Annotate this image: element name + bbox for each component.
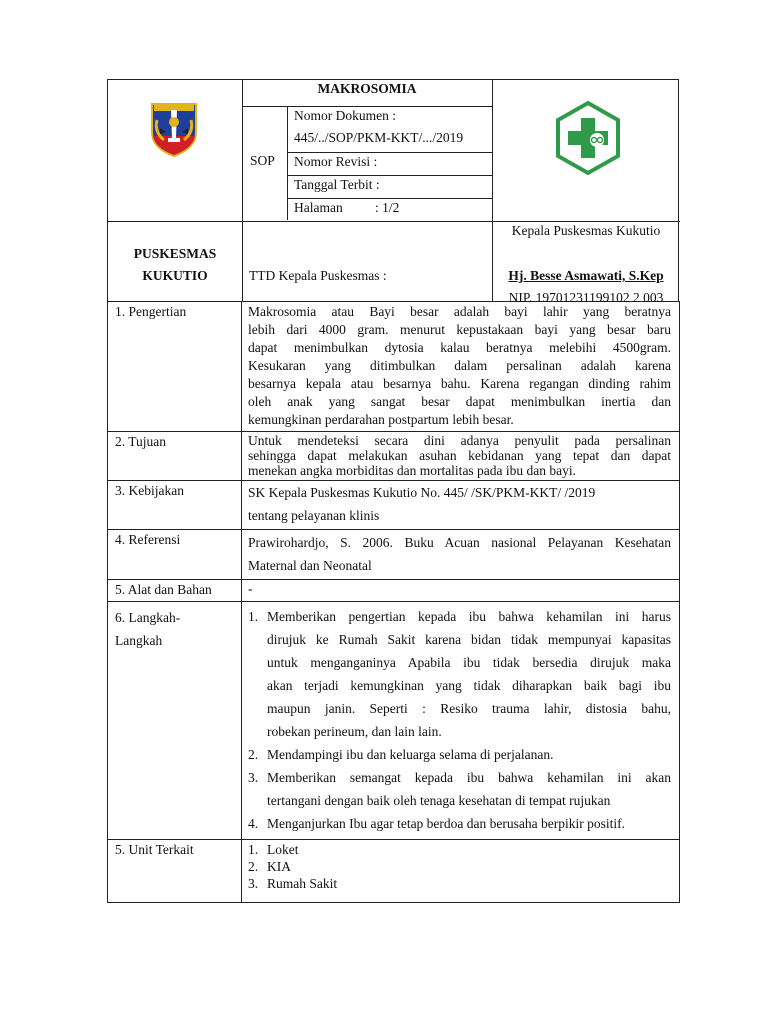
step-item — [248, 605, 671, 628]
step-number: 3. — [248, 770, 259, 785]
pengertian-content — [242, 302, 680, 432]
unit-item — [248, 858, 671, 875]
revision-label: Nomor Revisi : — [294, 154, 378, 169]
pengertian-line: oleh anak yang sangat besar dapat menimbulkan inertia dan — [248, 394, 671, 409]
row-kebijakan — [108, 481, 680, 530]
step-text: Memberikan semangat kepada ibu bahwa kehamilan ini akan — [267, 770, 671, 785]
unit-number: 1. — [248, 842, 259, 857]
unit-text: Rumah Sakit — [267, 876, 338, 891]
head-title: Kepala Puskesmas Kukutio — [511, 223, 661, 238]
unit-content — [242, 840, 680, 903]
kebijakan-line: SK Kepala Puskesmas Kukutio No. 445/ /SK/PKM-KKT/ /2019 — [248, 485, 596, 500]
unit-text: KIA — [267, 859, 291, 874]
sop-body-table — [107, 301, 680, 903]
step-text: Mendampingi ibu dan keluarga selama di perjalanan. — [267, 747, 554, 762]
alat-value: - — [242, 580, 680, 602]
puskesmas-logo — [550, 100, 626, 180]
pengertian-line: kemungkinan perdarahan postpartum lebih besar. — [248, 412, 514, 427]
step-line: dirujuk ke Rumah Sakit karena bidan tidak mempunyai kapasitas — [267, 632, 671, 647]
row-unit-terkait — [108, 840, 680, 903]
referensi-content — [242, 530, 680, 580]
step-text: Memberikan pengertian kepada ibu bahwa kehamilan ini harus — [267, 609, 671, 624]
pengertian-label: 1. Pengertian — [108, 302, 242, 432]
step-number: 4. — [248, 816, 259, 831]
langkah-label-line: Langkah — [115, 633, 163, 648]
langkah-content — [242, 602, 680, 840]
kebijakan-content — [242, 481, 680, 530]
pengertian-line: Kesukaran yang ditimbulkan dalam persalinan adalah karena — [248, 358, 671, 373]
step-line: maupun janin. Seperti : Resiko trauma lahir, distosia bahu, — [267, 701, 671, 716]
issued-date-label: Tanggal Terbit : — [294, 177, 380, 192]
pengertian-line: besarnya kepala atau besarnya bahu. Karena regangan dinding rahim — [248, 376, 671, 391]
page-label: Halaman — [294, 200, 343, 215]
row-tujuan — [108, 432, 680, 481]
signature-label: TTD Kepala Puskesmas : — [249, 268, 387, 283]
unit-number: 2. — [248, 859, 259, 874]
step-line: robekan perineum, dan lain lain. — [267, 724, 442, 739]
step-line: tertangani dengan baik oleh tenaga kesehatan di tempat rujukan — [267, 793, 611, 808]
kebijakan-line: tentang pelayanan klinis — [248, 508, 380, 523]
row-referensi — [108, 530, 680, 580]
pengertian-line: Makrosomia atau Bayi besar adalah bayi lahir yang beratnya — [248, 304, 671, 319]
tujuan-label: 2. Tujuan — [108, 432, 242, 481]
unit-item — [248, 875, 671, 892]
row-langkah — [108, 602, 680, 840]
unit-item — [248, 841, 671, 858]
unit-label: 5. Unit Terkait — [108, 840, 242, 903]
step-item — [248, 766, 671, 789]
tujuan-line: sehingga dapat melakukan asuhan kebidanan yang tepat dan dapat — [248, 448, 671, 463]
head-nip: NIP. 19701231199102 2 003 — [508, 290, 664, 305]
row-alat-bahan — [108, 580, 680, 602]
head-name: Hj. Besse Asmawati, S.Kep — [508, 268, 664, 283]
sop-document — [107, 79, 679, 903]
step-item — [248, 812, 671, 835]
doc-number-value: 445/../SOP/PKM-KKT/.../2019 — [294, 130, 464, 145]
step-line: untuk menganganinya Apabila ibu tidak bersedia dirujuk maka — [267, 655, 671, 670]
step-number: 1. — [248, 609, 259, 624]
langkah-label-line: 6. Langkah- — [115, 610, 181, 625]
doc-number-label: Nomor Dokumen : — [294, 108, 396, 123]
tujuan-content — [242, 432, 680, 481]
sop-header — [107, 79, 679, 305]
pengertian-line: lebih dari 4000 gram. menurut kepustakaan bayi yang besar baru — [248, 322, 671, 337]
step-line: akan terjadi kemungkinan yang tidak diharapkan baik bagi ibu — [267, 678, 671, 693]
tujuan-line: Untuk mendeteksi secara dini adanya penyulit pada persalinan — [248, 433, 671, 448]
tujuan-line: menekan angka morbiditas dan mortalitas pada ibu dan bayi. — [248, 463, 577, 478]
referensi-line: Prawirohardjo, S. 2006. Buku Acuan nasional Pelayanan Kesehatan — [248, 535, 671, 550]
langkah-label — [108, 602, 242, 840]
regional-emblem-logo — [144, 98, 204, 162]
page-value: : 1/2 — [375, 200, 400, 215]
row-pengertian — [108, 302, 680, 432]
referensi-label: 4. Referensi — [108, 530, 242, 580]
step-item — [248, 743, 671, 766]
sop-label: SOP — [250, 153, 275, 168]
document-title: MAKROSOMIA — [317, 81, 417, 96]
unit-text: Loket — [267, 842, 299, 857]
unit-number: 3. — [248, 876, 259, 891]
org-name-line1: PUSKESMAS — [133, 246, 217, 261]
kebijakan-label: 3. Kebijakan — [108, 481, 242, 530]
referensi-line: Maternal dan Neonatal — [248, 558, 372, 573]
pengertian-line: dapat menimbulkan dytosia kalau beratnya melebihi 4500gram. — [248, 340, 671, 355]
step-text: Menganjurkan Ibu agar tetap berdoa dan berusaha berpikir positif. — [267, 816, 625, 831]
step-number: 2. — [248, 747, 259, 762]
alat-label: 5. Alat dan Bahan — [108, 580, 242, 602]
org-name-line2: KUKUTIO — [142, 268, 208, 283]
